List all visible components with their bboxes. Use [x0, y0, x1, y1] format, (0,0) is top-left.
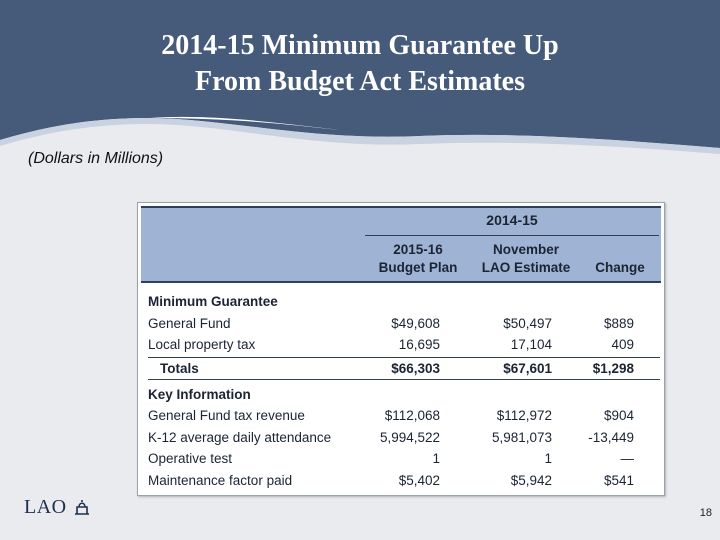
- cell-change: 409: [611, 337, 634, 352]
- column-header-budget-plan-line-2: Budget Plan: [378, 260, 458, 275]
- capitol-dome-icon: [72, 496, 92, 516]
- slide-title: [0, 28, 720, 100]
- slide-title-line-1: 2014-15 Minimum Guarantee Up: [161, 30, 559, 61]
- cell-budget-plan: 1: [432, 451, 440, 466]
- cell-budget-plan: $112,068: [384, 408, 440, 423]
- row-label: Totals: [160, 360, 199, 376]
- cell-lao-estimate: $112,972: [496, 408, 552, 423]
- table-row: [148, 448, 660, 470]
- cell-change: $541: [603, 472, 634, 488]
- table-row: [148, 470, 660, 492]
- cell-budget-plan: $49,608: [391, 315, 440, 331]
- page-number: 18: [699, 507, 712, 519]
- lao-logo-text: LAO: [24, 496, 67, 518]
- row-label: Operative test: [148, 451, 233, 466]
- row-label: General Fund: [148, 315, 231, 331]
- row-label: General Fund tax revenue: [148, 408, 305, 423]
- table-row: [148, 313, 660, 335]
- year-heading: 2014-15: [486, 212, 538, 228]
- cell-lao-estimate: $5,942: [510, 472, 552, 488]
- lao-logo: [24, 496, 92, 520]
- cell-change: $889: [603, 315, 634, 331]
- column-header-lao-estimate: [471, 241, 581, 277]
- table-row: [148, 291, 660, 313]
- cell-change: $904: [603, 408, 634, 423]
- cell-lao-estimate: 17,104: [510, 337, 552, 352]
- table-row: [148, 405, 660, 427]
- cell-lao-estimate: 1: [544, 451, 552, 466]
- row-label: Local property tax: [148, 337, 256, 352]
- column-header-lao-estimate-line-1: November: [492, 242, 560, 257]
- table-row: [148, 384, 660, 406]
- row-label: Maintenance factor paid: [148, 472, 293, 488]
- cell-lao-estimate: $50,497: [503, 315, 552, 331]
- row-label: Minimum Guarantee: [148, 294, 278, 309]
- column-header-lao-estimate-line-2: LAO Estimate: [481, 260, 571, 275]
- units-subtitle: (Dollars in Millions): [28, 150, 164, 167]
- cell-change: -13,449: [588, 429, 634, 445]
- cell-change: $1,298: [592, 360, 634, 376]
- row-label: K-12 average daily attendance: [148, 429, 332, 445]
- cell-change: —: [620, 451, 634, 466]
- table-row: [148, 427, 660, 449]
- table-header: [141, 206, 661, 283]
- slide-title-line-2: From Budget Act Estimates: [195, 66, 525, 97]
- guarantee-table: [137, 202, 665, 496]
- slide-header: [0, 0, 720, 160]
- row-label: Key Information: [148, 386, 251, 402]
- year-heading-rule: [365, 235, 659, 236]
- cell-budget-plan: $5,402: [398, 472, 440, 488]
- table-row-totals: [148, 357, 660, 380]
- cell-budget-plan: 16,695: [398, 337, 440, 352]
- table-row: [148, 334, 660, 356]
- column-header-budget-plan: [367, 241, 469, 277]
- column-header-budget-plan-line-1: 2015-16: [393, 242, 443, 257]
- cell-budget-plan: 5,994,522: [379, 429, 440, 445]
- cell-lao-estimate: 5,981,073: [491, 429, 552, 445]
- column-header-change: Change: [595, 260, 645, 275]
- table-body: [148, 291, 660, 491]
- cell-budget-plan: $66,303: [391, 360, 440, 376]
- cell-lao-estimate: $67,601: [503, 360, 552, 376]
